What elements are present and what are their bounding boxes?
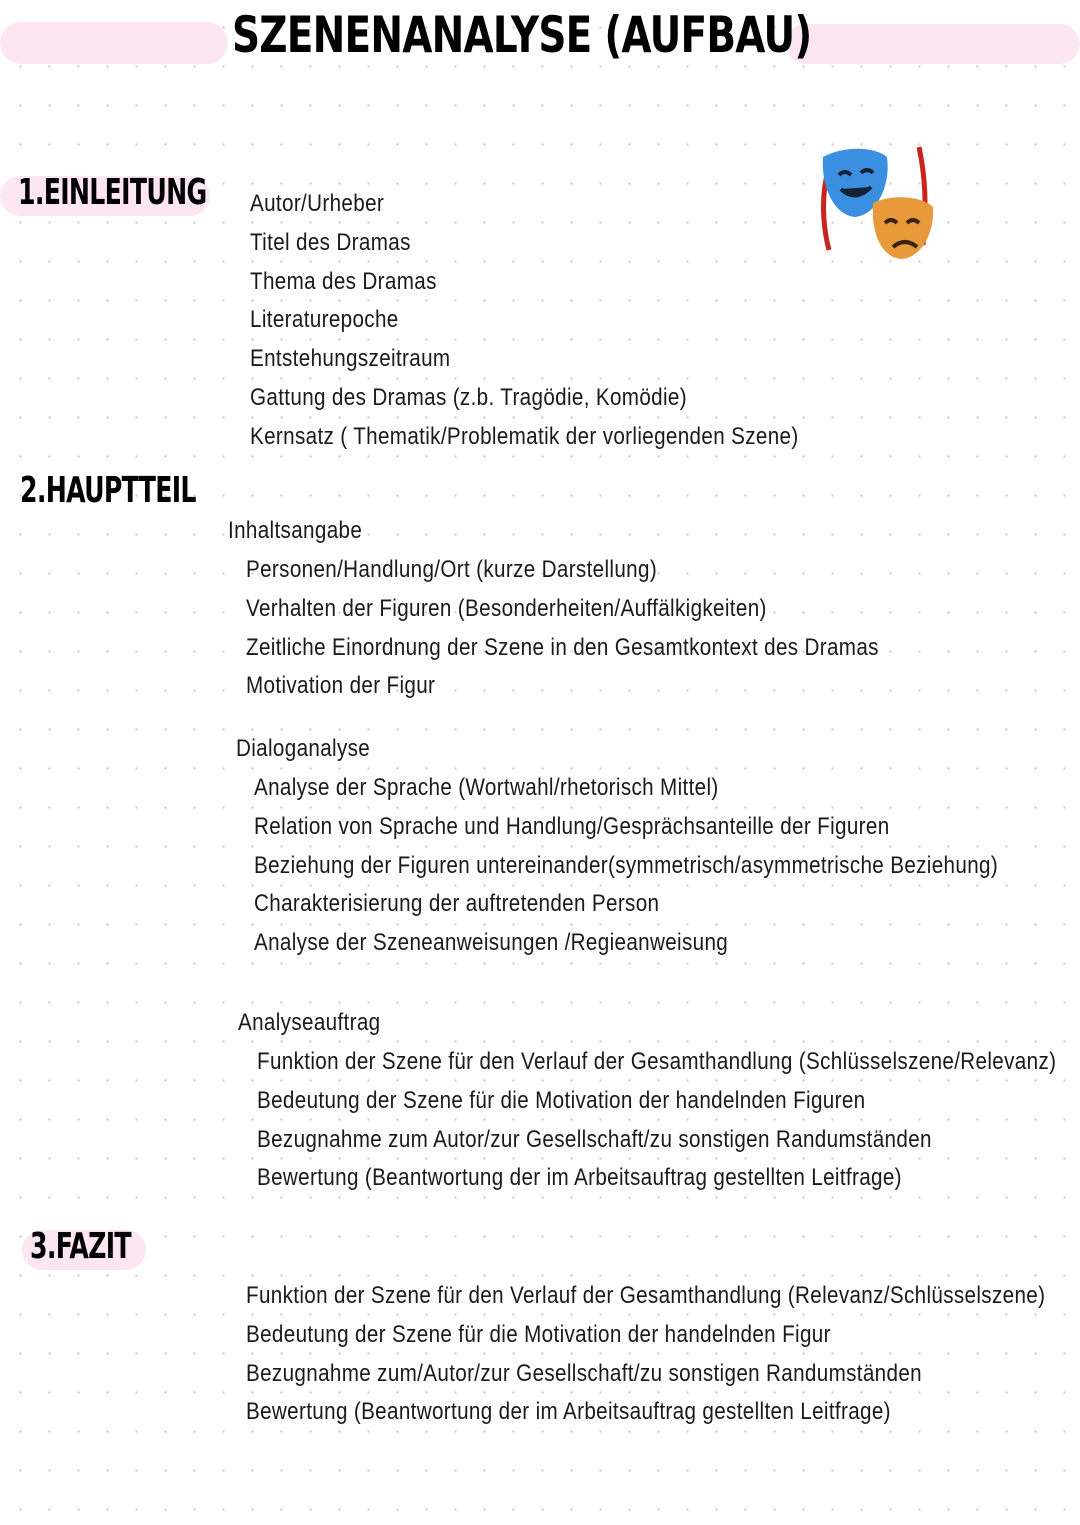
list-item: Thema des Dramas <box>250 267 437 295</box>
title-highlight-right <box>786 24 1080 64</box>
subsection-label: Analyseauftrag <box>238 1009 381 1036</box>
heading-hauptteil: 2.HAUPTTEIL <box>20 470 196 511</box>
subsection-label: Dialoganalyse <box>236 735 371 762</box>
list-item: Analyse der Sprache (Wortwahl/rhetorisch Mittel) <box>254 774 719 801</box>
list-item: Charakterisierung der auftretenden Person <box>254 890 660 918</box>
page-title: SZENENANALYSE (AUFBAU) <box>232 6 812 64</box>
list-item: Literaturepoche <box>250 306 399 334</box>
list-item: Titel des Dramas <box>250 228 411 256</box>
list-item: Verhalten der Figuren (Besonderheiten/Auffälkigkeiten) <box>246 594 767 622</box>
list-item: Analyse der Szeneanweisungen /Regieanweisung <box>254 929 729 957</box>
list-item: Bewertung (Beantwortung der im Arbeitsauftrag gestellten Leitfrage) <box>246 1398 891 1426</box>
list-item: Zeitliche Einordnung der Szene in den Gesamtkontext des Dramas <box>246 633 879 661</box>
list-item: Autor/Urheber <box>250 190 385 217</box>
list-item: Beziehung der Figuren untereinander(symmetrisch/asymmetrische Beziehung) <box>254 851 999 879</box>
title-highlight-left <box>0 22 228 64</box>
list-item: Bedeutung der Szene für die Motivation der handelnden Figur <box>246 1320 831 1348</box>
list-item: Motivation der Figur <box>246 672 436 700</box>
list-item: Personen/Handlung/Ort (kurze Darstellung) <box>246 556 658 583</box>
heading-einleitung: 1.EINLEITUNG <box>18 172 207 213</box>
list-item: Relation von Sprache und Handlung/Gesprächsanteille der Figuren <box>254 812 890 840</box>
subsection-label: Inhaltsangabe <box>228 517 363 544</box>
list-item: Funktion der Szene für den Verlauf der Gesamthandlung (Schlüsselszene/Relevanz) <box>257 1048 1057 1075</box>
list-item: Bezugnahme zum Autor/zur Gesellschaft/zu sonstigen Randumständen <box>257 1125 932 1153</box>
list-item: Bedeutung der Szene für die Motivation der handelnden Figuren <box>257 1086 866 1114</box>
list-item: Bezugnahme zum/Autor/zur Gesellschaft/zu sonstigen Randumständen <box>246 1359 922 1387</box>
theater-masks-icon <box>815 145 945 265</box>
list-item: Gattung des Dramas (z.b. Tragödie, Komödie) <box>250 384 687 411</box>
list-item: Entstehungszeitraum <box>250 345 451 373</box>
list-item: Kernsatz ( Thematik/Problematik der vorliegenden Szene) <box>250 422 799 450</box>
list-item: Bewertung (Beantwortung der im Arbeitsauftrag gestellten Leitfrage) <box>257 1164 902 1192</box>
list-item: Funktion der Szene für den Verlauf der Gesamthandlung (Relevanz/Schlüsselszene) <box>246 1282 1046 1309</box>
heading-fazit: 3.FAZIT <box>30 1226 131 1267</box>
